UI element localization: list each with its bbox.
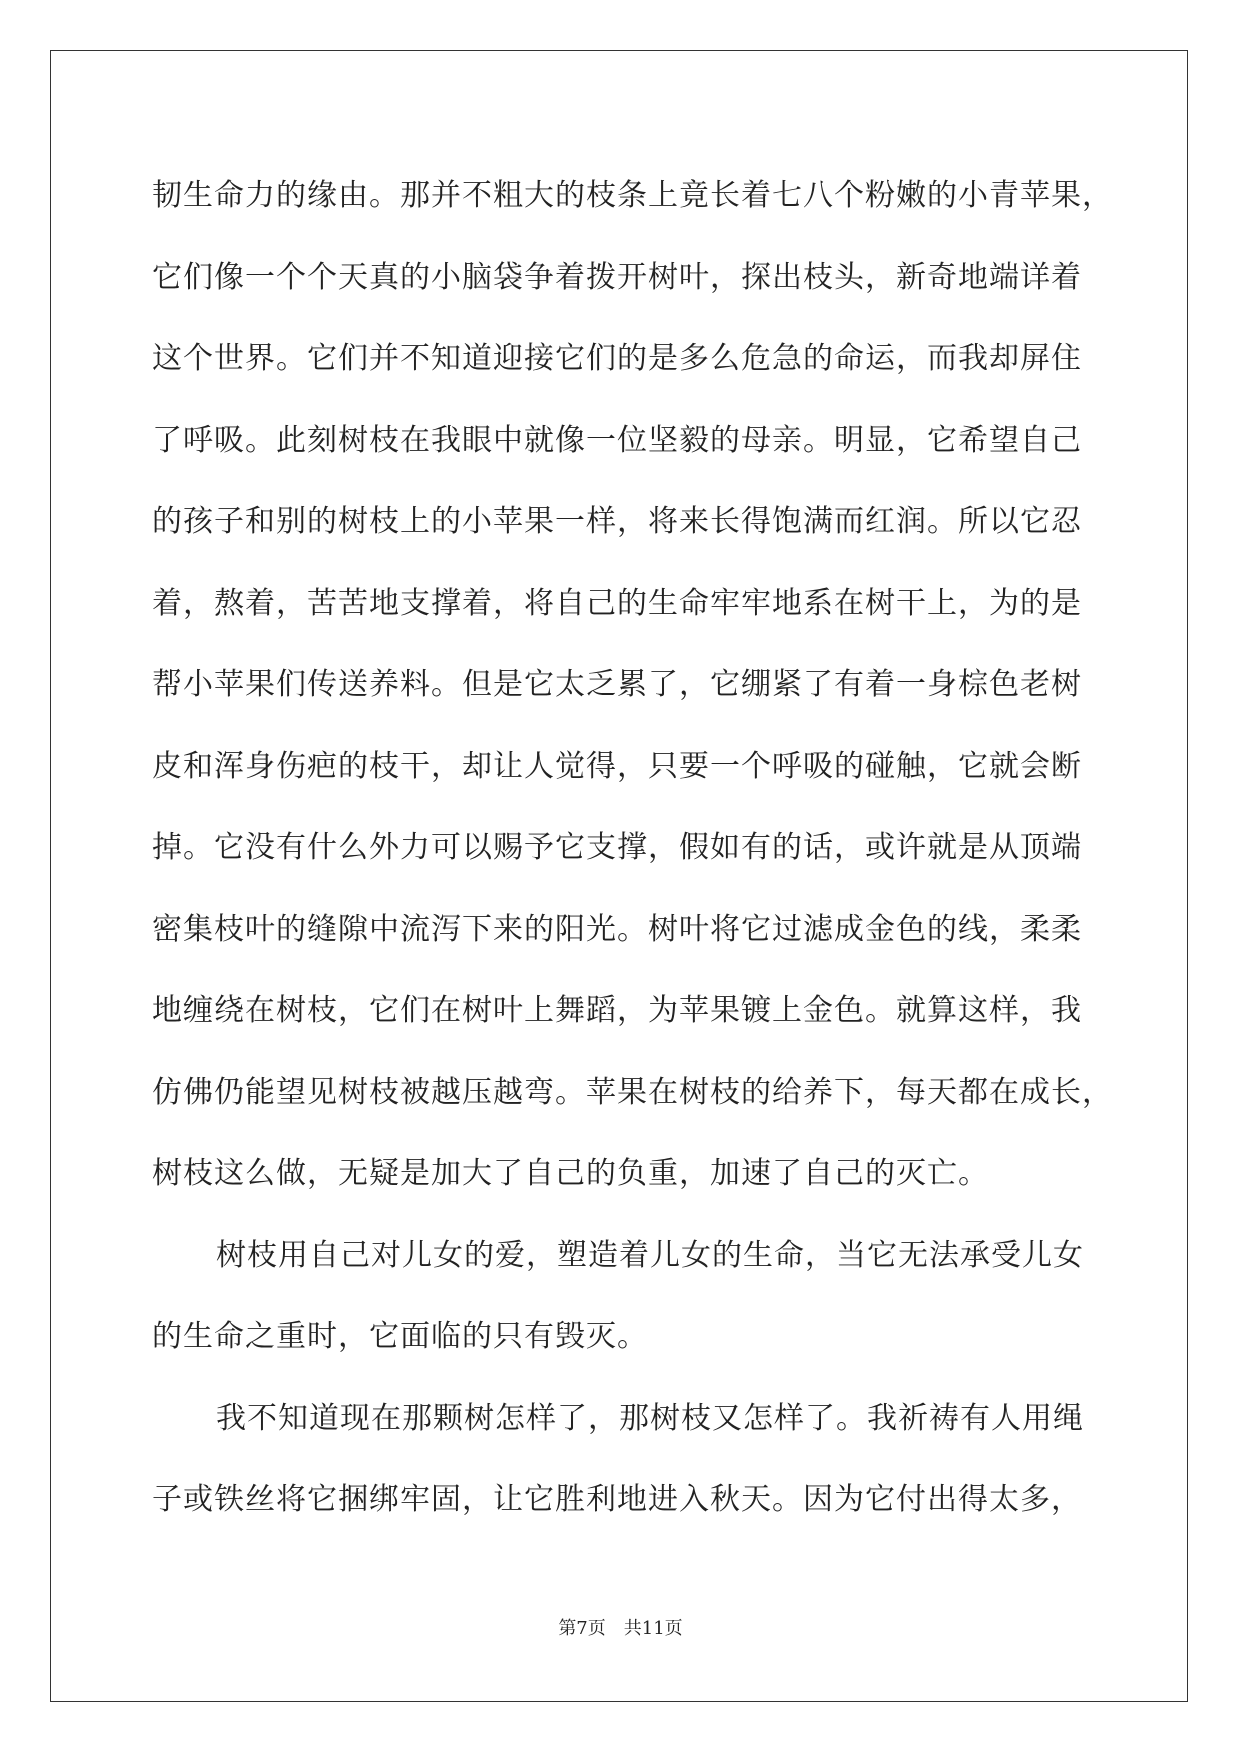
text-line: 皮和浑身伤疤的枝干，却让人觉得，只要一个呼吸的碰触，它就会断 [152,748,1082,784]
text-line: 的孩子和别的树枝上的小苹果一样，将来长得饱满而红润。所以它忍 [152,504,1082,539]
paragraph-first-line: 我不知道现在那颗树怎样了，那树枝又怎样了。我祈祷有人用绳 [216,1400,1084,1436]
text-line: 树枝这么做，无疑是加大了自己的负重，加速了自己的灭亡。 [152,1156,989,1191]
text-line: 帮小苹果们传送养料。但是它太乏累了，它绷紧了有着一身棕色老树 [152,667,1082,702]
text-line: 子或铁丝将它捆绑牢固，让它胜利地进入秋天。因为它付出得太多， [152,1482,1082,1517]
text-line: 这个世界。它们并不知道迎接它们的是多么危急的命运，而我却屏住 [152,341,1082,376]
text-line: 地缠绕在树枝，它们在树叶上舞蹈，为苹果镀上金色。就算这样，我 [152,993,1082,1028]
page-number-footer: 第7页 共11页 [558,1618,683,1639]
text-line: 了呼吸。此刻树枝在我眼中就像一位坚毅的母亲。明显，它希望自己 [152,422,1082,458]
text-line: 它们像一个个天真的小脑袋争着拨开树叶，探出枝头，新奇地端详着 [152,259,1082,295]
text-line: 密集枝叶的缝隙中流泻下来的阳光。树叶将它过滤成金色的线，柔柔 [152,911,1082,947]
paragraph-first-line: 树枝用自己对儿女的爱，塑造着儿女的生命，当它无法承受儿女 [216,1237,1084,1273]
text-line: 着，熬着，苦苦地支撑着，将自己的生命牢牢地系在树干上，为的是 [152,585,1082,621]
text-line: 的生命之重时，它面临的只有毁灭。 [152,1319,648,1354]
text-line: 掉。它没有什么外力可以赐予它支撑，假如有的话，或许就是从顶端 [152,830,1082,865]
text-line: 韧生命力的缘由。那并不粗大的枝条上竟长着七八个粉嫩的小青苹果， [152,178,1113,213]
text-line: 仿佛仍能望见树枝被越压越弯。苹果在树枝的给养下，每天都在成长， [152,1074,1113,1110]
document-body [152,155,1112,1541]
